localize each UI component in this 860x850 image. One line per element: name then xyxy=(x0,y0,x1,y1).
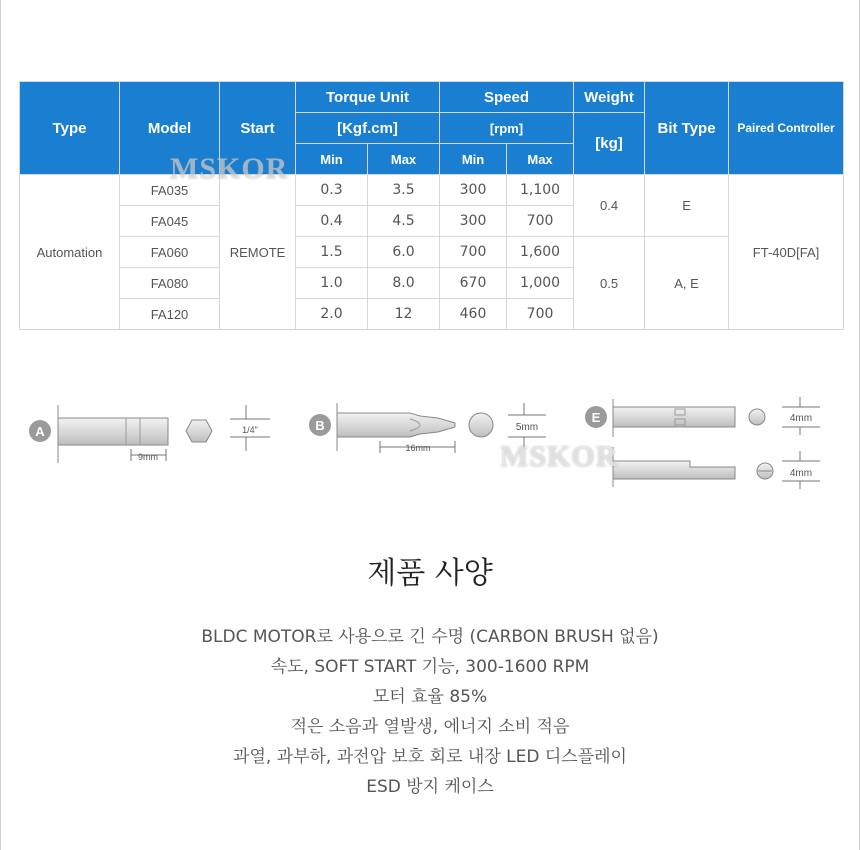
speed-min-cell: 460 xyxy=(440,299,507,330)
watermark-logo: MSKOR xyxy=(500,440,619,473)
model-cell: FA045 xyxy=(120,206,220,237)
table-row xyxy=(20,175,844,206)
header-start: Start xyxy=(220,82,296,175)
model-cell: FA035 xyxy=(120,175,220,206)
header-type: Type xyxy=(20,82,120,175)
bit-a-diagram xyxy=(29,405,270,463)
header-torque: Torque Unit xyxy=(296,82,440,113)
torque-min-cell: 1.5 xyxy=(296,237,368,268)
bit-type-cell: E xyxy=(645,175,729,237)
bit-diagrams xyxy=(0,385,860,500)
header-torque-unit: [Kgf.cm] xyxy=(296,113,440,144)
bit-b-length-label: 16mm xyxy=(405,443,431,453)
speed-max-cell: 1,100 xyxy=(507,175,574,206)
type-cell: Automation xyxy=(20,175,120,330)
badge-b-label: B xyxy=(315,418,325,433)
speed-min-cell: 700 xyxy=(440,237,507,268)
torque-max-cell: 12 xyxy=(368,299,440,330)
header-torque-min: Min xyxy=(296,144,368,175)
watermark-logo: MSKOR xyxy=(170,152,289,185)
feature-item: 적은 소음과 열발생, 에너지 소비 적음 xyxy=(290,717,570,737)
bit-e-bottom-size-label: 4mm xyxy=(789,468,813,479)
hex-shank-icon xyxy=(58,418,168,445)
phillips-profile-icon xyxy=(469,413,493,437)
header-speed: Speed xyxy=(440,82,574,113)
bit-e-diagram xyxy=(585,397,820,489)
torque-max-cell: 4.5 xyxy=(368,206,440,237)
bit-a-size-label: 1/4" xyxy=(242,425,258,435)
feature-item: 과열, 과부하, 과전압 보호 회로 내장 LED 디스플레이 xyxy=(233,747,627,767)
spec-table xyxy=(19,81,844,330)
torque-max-cell: 8.0 xyxy=(368,268,440,299)
torque-min-cell: 0.3 xyxy=(296,175,368,206)
table-row xyxy=(20,237,844,268)
paired-controller-cell: FT-40D[FA] xyxy=(729,175,844,330)
header-paired-controller: Paired Controller xyxy=(729,82,844,175)
feature-list xyxy=(0,622,860,802)
header-speed-max: Max xyxy=(507,144,574,175)
torque-max-cell: 6.0 xyxy=(368,237,440,268)
slotted-bit-top-icon xyxy=(613,407,735,427)
feature-item: ESD 방지 케이스 xyxy=(366,777,494,797)
bit-type-cell: A, E xyxy=(645,237,729,330)
header-bit-type: Bit Type xyxy=(645,82,729,175)
header-speed-unit: [rpm] xyxy=(440,113,574,144)
badge-e-label: E xyxy=(591,410,601,425)
header-speed-min: Min xyxy=(440,144,507,175)
speed-min-cell: 670 xyxy=(440,268,507,299)
speed-max-cell: 700 xyxy=(507,299,574,330)
phillips-bit-icon xyxy=(337,413,455,437)
bit-a-length-label: 9mm xyxy=(138,452,158,462)
bit-e-top-size-label: 4mm xyxy=(789,413,813,424)
speed-max-cell: 1,600 xyxy=(507,237,574,268)
speed-max-cell: 1,000 xyxy=(507,268,574,299)
model-cell: FA080 xyxy=(120,268,220,299)
model-cell: FA060 xyxy=(120,237,220,268)
bit-b-size-label: 5mm xyxy=(515,422,539,433)
page-title: 제품 사양 xyxy=(367,556,493,591)
weight-cell: 0.4 xyxy=(574,175,645,237)
header-weight-unit: [kg] xyxy=(574,113,645,175)
start-cell: REMOTE xyxy=(220,175,296,330)
feature-item: 모터 효율 85% xyxy=(372,687,488,707)
feature-item: 속도, SOFT START 기능, 300-1600 RPM xyxy=(270,657,590,677)
hex-profile-icon xyxy=(186,420,212,442)
header-torque-max: Max xyxy=(368,144,440,175)
bit-e-top-profile-icon xyxy=(749,409,765,425)
header-model: Model xyxy=(120,82,220,175)
torque-max-cell: 3.5 xyxy=(368,175,440,206)
header-weight: Weight xyxy=(574,82,645,113)
slotted-bit-side-icon xyxy=(613,461,735,479)
feature-item: BLDC MOTOR로 사용으로 긴 수명 (CARBON BRUSH 없음) xyxy=(201,627,659,647)
badge-a-label: A xyxy=(35,424,45,439)
speed-min-cell: 300 xyxy=(440,175,507,206)
speed-min-cell: 300 xyxy=(440,206,507,237)
model-cell: FA120 xyxy=(120,299,220,330)
torque-min-cell: 0.4 xyxy=(296,206,368,237)
speed-max-cell: 700 xyxy=(507,206,574,237)
torque-min-cell: 2.0 xyxy=(296,299,368,330)
weight-cell: 0.5 xyxy=(574,237,645,330)
torque-min-cell: 1.0 xyxy=(296,268,368,299)
